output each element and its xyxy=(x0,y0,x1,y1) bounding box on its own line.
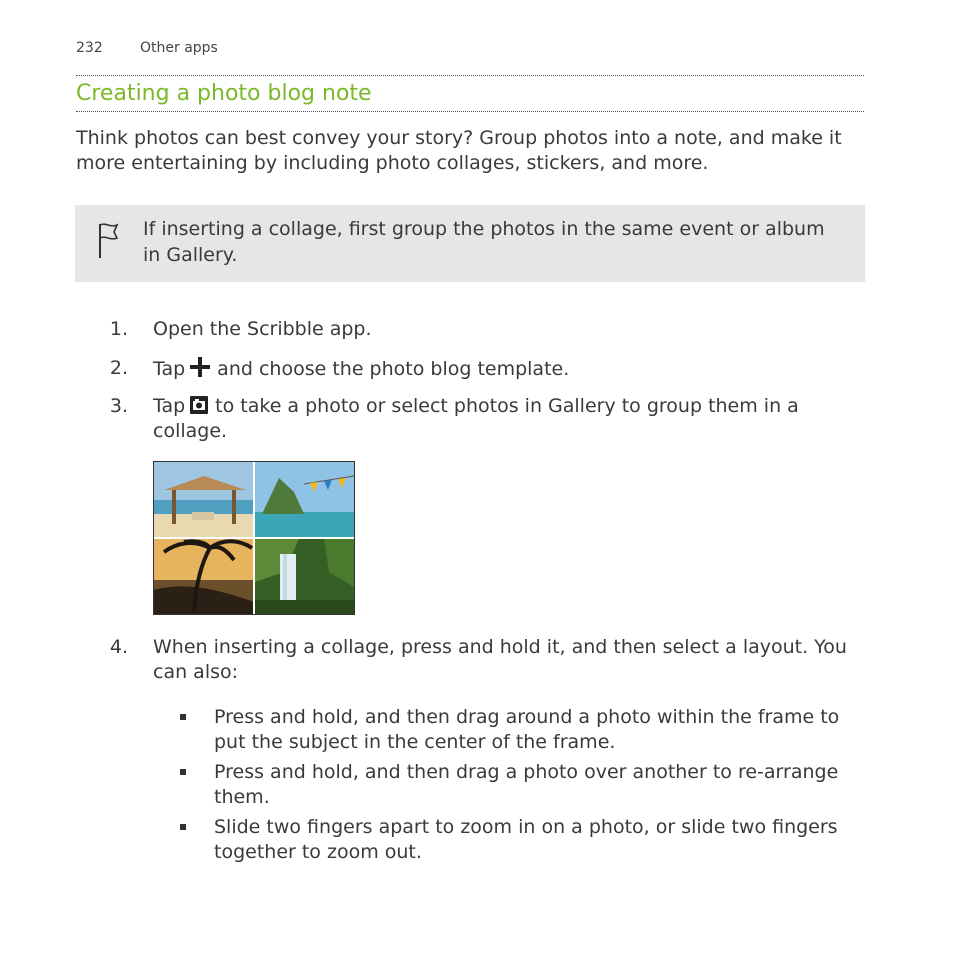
step-text-before: Tap xyxy=(153,358,186,380)
flag-icon xyxy=(97,221,121,259)
step-text: Open the Scribble app. xyxy=(153,318,372,340)
step-text xyxy=(153,394,865,444)
page-number: 232 xyxy=(76,40,103,56)
page-header xyxy=(76,40,218,56)
bullet-marker xyxy=(180,769,186,775)
step-text-before: Tap xyxy=(153,395,186,417)
plus-icon xyxy=(189,356,211,378)
step-text: When inserting a collage, press and hold it, and then select a layout. You can also: xyxy=(153,636,847,683)
step-number: 4. xyxy=(109,636,128,658)
step-number: 1. xyxy=(109,318,128,340)
note-text: If inserting a collage, first group the photos in the same event or album in Gallery. xyxy=(143,218,825,266)
camera-icon xyxy=(189,395,209,415)
step-text xyxy=(153,356,865,382)
title-rule-top xyxy=(76,75,864,76)
intro-paragraph: Think photos can best convey your story? Group photos into a note, and make it more entertaining by including photo collages, stickers, and more. xyxy=(76,127,842,174)
note-box xyxy=(75,205,865,282)
bullet-text: Slide two fingers apart to zoom in on a photo, or slide two fingers together to zoom out. xyxy=(214,816,838,863)
section-name: Other apps xyxy=(140,40,218,56)
step-number: 2. xyxy=(109,357,128,379)
bullet-marker xyxy=(180,824,186,830)
bullet-text: Press and hold, and then drag a photo over another to re-arrange them. xyxy=(214,761,839,808)
step-text-after: and choose the photo blog template. xyxy=(217,358,570,380)
section-title: Creating a photo blog note xyxy=(76,81,372,106)
step-number: 3. xyxy=(109,395,128,417)
step-text-after: to take a photo or select photos in Gallery to group them in a collage. xyxy=(153,395,799,442)
bullet-text: Press and hold, and then drag around a photo within the frame to put the subject in the center of the frame. xyxy=(214,706,840,753)
bullet-marker xyxy=(180,714,186,720)
title-rule-bottom xyxy=(76,111,864,112)
collage-image xyxy=(153,461,355,615)
